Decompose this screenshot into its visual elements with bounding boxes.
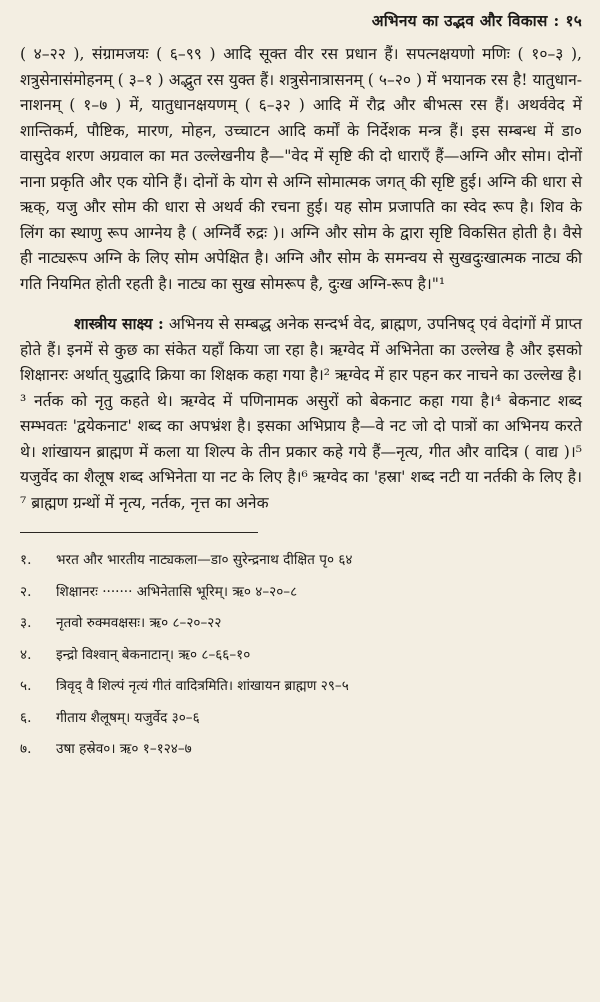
footnote-6 [20, 703, 582, 735]
section-lead: शास्त्रीय साक्ष्य : [74, 314, 164, 333]
footnote-2 [20, 577, 582, 609]
page-number: १५ [565, 11, 582, 30]
footnote-text: उषा हस्रेव०। ऋ० १–१२४–७ [56, 741, 192, 757]
footnote-number: ७. [20, 741, 32, 757]
chapter-title: अभिनय का उद्भव और विकास [371, 11, 548, 30]
footnote-text: गीताय शैलूषम्। यजुर्वेद ३०–६ [56, 709, 200, 726]
footnote-number: २. [20, 583, 32, 600]
paragraph-1: ( ४–२२ ), संग्रामजयः ( ६–९९ ) आदि सूक्त वीर रस प्रधान हैं। सपत्नक्षयणो मणिः ( १०–३ ), शत्रुसेनासंमोहनम् ( ३–१ ) अद्भुत रस युक्त हैं। शत्रुसेनात्रासनम् ( ५–२० ) में भयानक रस है! यातुधान-नाशनम् ( १–७ ) में, यातुधानक्षयणम् ( ६–३२ ) आदि में रौद्र और बीभत्स रस हैं। अथर्ववेद में शान्तिकर्म, पौष्टिक, मारण, मोहन, उच्चाटन आदि कर्मों के निर्देशक मन्त्र हैं। इस सम्बन्ध में डा० वासुदेव शरण अग्रवाल का मत उल्लेखनीय है—"वेद में सृष्टि की दो धाराएँ हैं—अग्नि और सोम। दोनों नाना प्रकृति और एक योनि हैं। दोनों के योग से अग्नि सोमात्मक जगत् की सृष्टि हुई। अग्नि की धारा से ऋक्, यजु और सोम की धारा से अथर्व की रचना हुई। यह सोम प्रजापति का स्वेद रूप है। शिव के लिंग का स्थाणु रूप आग्नेय है ( अग्निर्वै रुद्रः )। अग्नि और सोम के द्वारा सृष्टि विकसित होती है। वैसे ही नाट्यरूप अग्नि के लिए सोम अपेक्षित है। अग्नि और सोम के समन्वय से सुखदुःखात्मक नाट्य की गति नियमित होती रहती है। नाट्य का सुख सोमरूप है, दुःख अग्नि-रूप है।"¹ [20, 45, 582, 293]
footnote-1 [20, 545, 582, 577]
footnotes-list [20, 545, 582, 766]
header-separator: : [553, 11, 560, 30]
footnote-3 [20, 608, 582, 640]
body-text [20, 42, 582, 516]
running-header [20, 6, 582, 36]
footnote-5 [20, 671, 582, 703]
footnote-4 [20, 640, 582, 672]
footnote-text: भरत और भारतीय नाट्यकला—डा० सुरेन्द्रनाथ दीक्षित पृ० ६४ [56, 552, 353, 568]
footnote-text: शिक्षानरः ······· अभिनेतासि भूरिम्। ऋ० ४–२०–८ [56, 583, 298, 600]
footnote-rule [20, 532, 258, 533]
footnote-number: ४. [20, 646, 32, 663]
footnote-text: इन्द्रो विश्वान् बेकनाटान्। ऋ० ८–६६–१० [56, 646, 251, 663]
footnote-number: १. [20, 552, 32, 568]
footnote-text: त्रिवृद् वै शिल्पं नृत्यं गीतं वादित्रमिति। शांखायन ब्राह्मण २९–५ [56, 678, 349, 694]
footnote-text: नृतवो रुक्मवक्षसः। ऋ० ८–२०–२२ [56, 615, 222, 631]
footnote-7 [20, 734, 582, 766]
footnote-number: ३. [20, 615, 32, 631]
footnote-number: ५. [20, 678, 32, 694]
paragraph-2 [20, 311, 582, 516]
paragraph-2-text: अभिनय से सम्बद्ध अनेक सन्दर्भ वेद, ब्राह्मण, उपनिषद् एवं वेदांगों में प्राप्त होते हैं। इनमें से कुछ का संकेत यहाँ किया जा रहा है। ऋग्वेद में अभिनेता का उल्लेख है और इसको शिक्षानरः अर्थात् युद्धादि क्रिया का शिक्षक कहा गया है।² ऋग्वेद में हार पहन कर नाचने का उल्लेख है।³ नर्तक को नृतु कहते थे। ऋग्वेद में पणिनामक असुरों को बेकनाट कहा गया है।⁴ बेकनाट शब्द सम्भवतः 'द्वयेकनाट' शब्द का अपभ्रंश है। इसका अभिप्राय है—वे नट जो दो पात्रों का अभिनय करते थे। शांखायन ब्राह्मण में कला या शिल्प के तीन प्रकार कहे गये हैं—नृत्य, गीत और वादित्र ( वाद्य )।⁵ यजुर्वेद का शैलूष शब्द अभिनेता या नट के लिए है।⁶ ऋग्वेद का 'हस्रा' शब्द नटी या नर्तकी के लिए है।⁷ ब्राह्मण ग्रन्थों में नृत्य, नर्तक, नृत्त का अनेक [20, 315, 583, 512]
footnote-number: ६. [20, 709, 32, 726]
